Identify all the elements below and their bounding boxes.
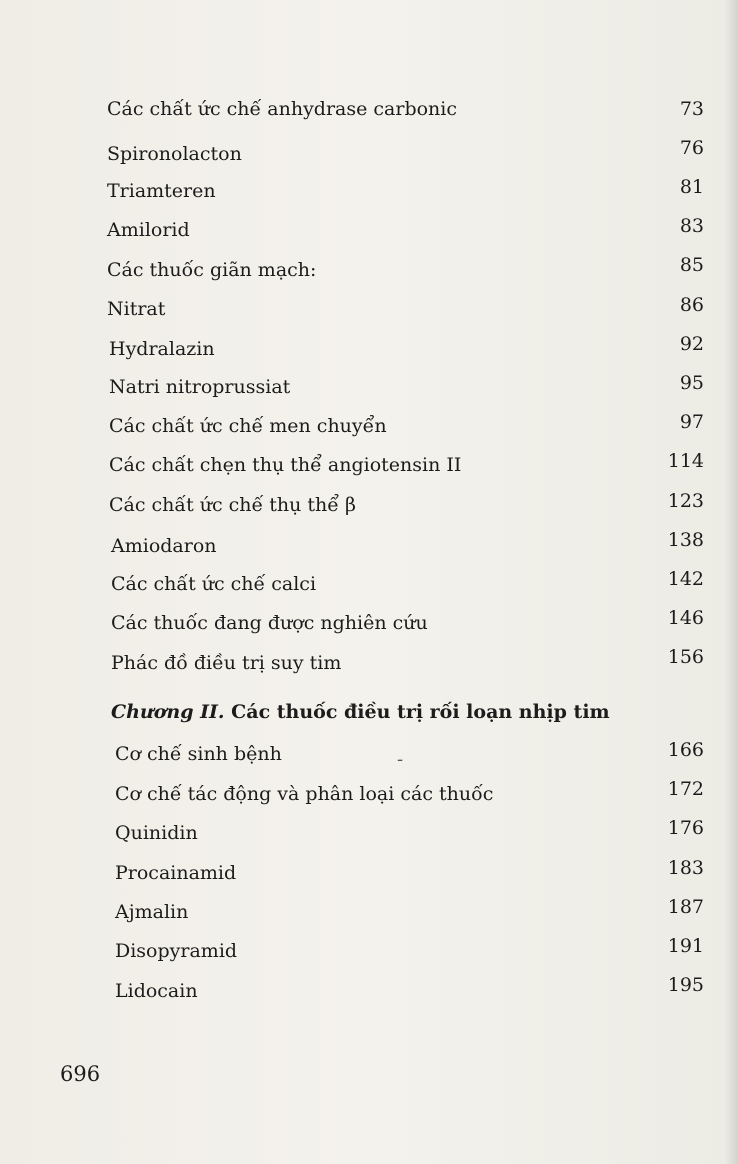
toc-entry-page: 86 bbox=[679, 294, 704, 316]
toc-entry-label: Nitrat bbox=[107, 298, 166, 320]
toc-entry-label: Amilorid bbox=[107, 219, 190, 241]
toc-entry bbox=[0, 527, 738, 561]
chapter-heading bbox=[111, 699, 610, 725]
toc-entry bbox=[0, 488, 738, 522]
toc-entry-page: 156 bbox=[667, 646, 704, 668]
toc-entry bbox=[0, 815, 738, 849]
toc-entry-label: Ajmalin bbox=[115, 901, 189, 923]
toc-entry-label: Cơ chế tác động và phân loại các thuốc bbox=[115, 783, 494, 805]
toc-entry bbox=[0, 737, 738, 771]
chapter-number: Chương II. bbox=[111, 701, 225, 723]
chapter-title: Các thuốc điều trị rối loạn nhịp tim bbox=[224, 701, 610, 723]
toc-entry-label: Các chất ức chế anhydrase carbonic bbox=[107, 98, 458, 120]
toc-entry-page: 123 bbox=[667, 490, 704, 512]
toc-entry bbox=[0, 855, 738, 889]
toc-entry-page: 142 bbox=[667, 568, 704, 590]
toc-entry bbox=[0, 972, 738, 1006]
toc-entry-page: 195 bbox=[667, 974, 704, 996]
toc-entry-page: 76 bbox=[679, 137, 704, 159]
toc-entry bbox=[0, 135, 738, 169]
toc-entry-label: Phác đồ điều trị suy tim bbox=[111, 652, 342, 674]
toc-entry-label: Các chất chẹn thụ thể angiotensin II bbox=[109, 454, 462, 476]
toc-entry-page: 92 bbox=[679, 333, 704, 355]
toc-entry bbox=[0, 331, 738, 365]
toc-entry-label: Lidocain bbox=[115, 980, 198, 1002]
toc-entry-page: 166 bbox=[667, 739, 704, 761]
page-number: 696 bbox=[60, 1062, 101, 1086]
toc-entry bbox=[0, 566, 738, 600]
toc-entry-page: 114 bbox=[667, 450, 704, 472]
toc-entry-label: Các chất ức chế men chuyển bbox=[109, 415, 387, 437]
toc-entry-page: 97 bbox=[679, 411, 704, 433]
toc-entry bbox=[0, 292, 738, 326]
toc-entry-page: 183 bbox=[667, 857, 704, 879]
toc-entry-page: 81 bbox=[679, 176, 704, 198]
toc-entry-label: Natri nitroprussiat bbox=[109, 376, 291, 398]
toc-entry-page: 73 bbox=[679, 98, 704, 120]
toc-entry-page: 172 bbox=[667, 778, 704, 800]
toc-entry-label: Quinidin bbox=[115, 822, 198, 844]
toc-entry-label: Các chất ức chế calci bbox=[111, 573, 317, 595]
toc-entry-page: 138 bbox=[667, 529, 704, 551]
toc-entry-page: 85 bbox=[679, 254, 704, 276]
toc-entry-label: Triamteren bbox=[107, 180, 216, 202]
toc-entry-page: 95 bbox=[679, 372, 704, 394]
toc-entry bbox=[0, 409, 738, 443]
toc-entry-label: Procainamid bbox=[115, 862, 237, 884]
toc-entry bbox=[0, 605, 738, 639]
toc-entry-label: Hydralazin bbox=[109, 338, 215, 360]
toc-entry bbox=[0, 252, 738, 286]
toc-entry-page: 146 bbox=[667, 607, 704, 629]
toc-entry-label: Disopyramid bbox=[115, 940, 238, 962]
toc-entry-label: Spironolacton bbox=[107, 143, 242, 165]
stray-mark: - bbox=[397, 749, 404, 770]
toc-entry-label: Cơ chế sinh bệnh bbox=[115, 743, 282, 765]
toc-entry bbox=[0, 894, 738, 928]
toc-entry-label: Amiodaron bbox=[111, 535, 217, 557]
toc-entry-page: 191 bbox=[667, 935, 704, 957]
toc-entry bbox=[0, 96, 738, 130]
toc-entry bbox=[0, 448, 738, 482]
toc-entry bbox=[0, 174, 738, 208]
toc-entry-label: Các chất ức chế thụ thể β bbox=[109, 494, 356, 516]
toc-entry-label: Các thuốc đang được nghiên cứu bbox=[111, 612, 428, 634]
toc-entry bbox=[0, 213, 738, 247]
toc-entry bbox=[0, 933, 738, 967]
toc-entry bbox=[0, 644, 738, 678]
toc-entry-page: 187 bbox=[667, 896, 704, 918]
toc-entry-page: 83 bbox=[679, 215, 704, 237]
toc-entry-page: 176 bbox=[667, 817, 704, 839]
toc-entry bbox=[0, 370, 738, 404]
toc-entry-label: Các thuốc giãn mạch: bbox=[107, 259, 317, 281]
toc-entry bbox=[0, 776, 738, 810]
